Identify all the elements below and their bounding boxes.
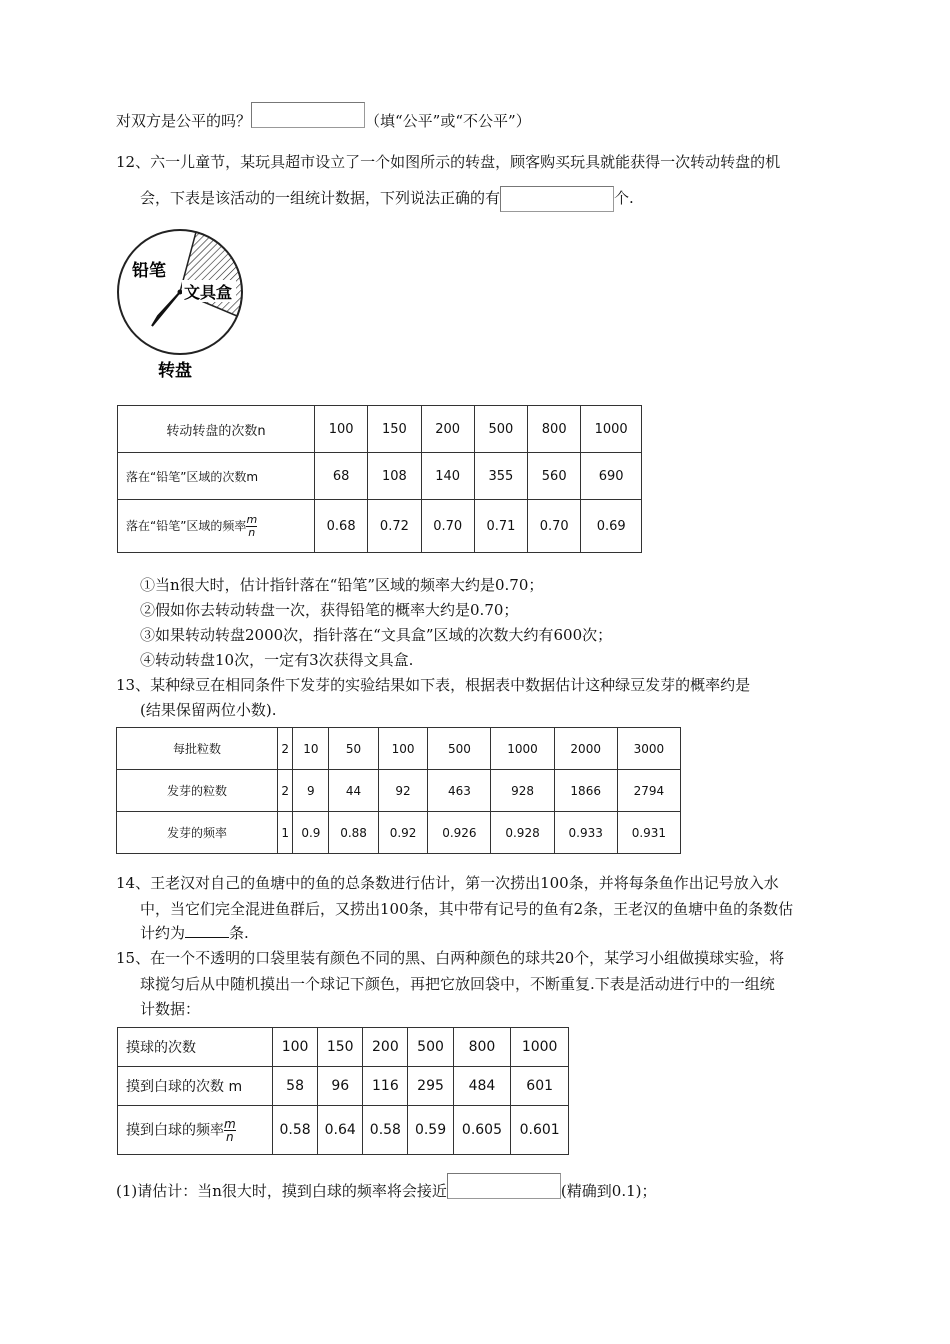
q15-row3-label: 摸到白球的频率 <box>126 1122 224 1138</box>
table-cell: 68 <box>315 453 368 500</box>
table-cell: 150 <box>368 406 421 453</box>
spinner-label-pencil: 铅笔 <box>132 261 166 281</box>
q15-line3: 计数据： <box>140 1000 201 1018</box>
table-cell: 0.9 <box>293 812 329 854</box>
q12-row3-label: 落在“铅笔”区域的频率 <box>126 518 247 533</box>
table-cell: 50 <box>329 728 379 770</box>
table-cell: 0.59 <box>408 1106 453 1155</box>
table-cell: 0.928 <box>491 812 554 854</box>
q14-line2: 中，当它们完全混进鱼群后，又捞出100条，其中带有记号的鱼有2条，王老汉的鱼塘中鱼的条数估 <box>140 900 794 918</box>
table-cell: 2794 <box>617 770 680 812</box>
table-cell: 500 <box>474 406 527 453</box>
table-row <box>118 453 642 500</box>
table-cell: 150 <box>318 1028 363 1067</box>
table-cell: 3000 <box>617 728 680 770</box>
table-cell: 500 <box>428 728 491 770</box>
table-cell: 0.58 <box>363 1106 408 1155</box>
spinner-caption: 转盘 <box>158 361 192 381</box>
table-cell: 2000 <box>554 728 617 770</box>
q14-answer-blank[interactable] <box>185 923 229 938</box>
table-cell: 0.71 <box>474 500 527 553</box>
table-cell: 0.92 <box>378 812 428 854</box>
q15-line1: 15、在一个不透明的口袋里装有颜色不同的黑、白两种颜色的球共20个，某学习小组做摸球实验，将 <box>116 949 785 967</box>
q14-line3 <box>140 922 249 944</box>
table-cell: 200 <box>421 406 474 453</box>
q14-line1: 14、王老汉对自己的鱼塘中的鱼的总条数进行估计，第一次捞出100条，并将每条鱼作出记号放入水 <box>116 874 779 892</box>
table-cell: 1866 <box>554 770 617 812</box>
table-cell: 800 <box>453 1028 511 1067</box>
q15-sub1-prefix: (1)请估计：当n很大时，摸到白球的频率将会接近 <box>116 1182 447 1200</box>
table-cell: 0.931 <box>617 812 680 854</box>
q13-line2: (结果保留两位小数). <box>140 701 277 719</box>
table-row <box>118 1028 569 1067</box>
q13-row1-label: 每批粒数 <box>117 728 278 770</box>
q15-line2: 球搅匀后从中随机摸出一个球记下颜色，再把它放回袋中，不断重复.下表是活动进行中的一组统 <box>140 975 775 993</box>
table-cell: 100 <box>273 1028 318 1067</box>
table-cell: 2 <box>278 728 293 770</box>
fraction-m-over-n: $\frac{m}{n}$ <box>224 1116 236 1144</box>
table-cell: 601 <box>511 1067 569 1106</box>
q15-row1-label: 摸球的次数 <box>118 1028 273 1067</box>
q12-option-3: ③如果转动转盘2000次，指针落在“文具盒”区域的次数大约有600次； <box>140 626 613 644</box>
table-cell: 0.68 <box>315 500 368 553</box>
table-cell: 0.601 <box>511 1106 569 1155</box>
q11-tail-line <box>116 110 531 132</box>
table-cell: 100 <box>315 406 368 453</box>
table-cell: 1000 <box>491 728 554 770</box>
table-row <box>117 812 681 854</box>
q12-answer-box[interactable] <box>500 186 614 212</box>
q12-row3-label-cell <box>118 500 315 553</box>
q12-option-1: ①当n很大时，估计指针落在“铅笔”区域的频率大约是0.70； <box>140 576 544 594</box>
q12-row2-label: 落在“铅笔”区域的次数m <box>118 453 315 500</box>
table-cell: 0.933 <box>554 812 617 854</box>
q13-row3-label: 发芽的频率 <box>117 812 278 854</box>
q12-line1: 12、六一儿童节，某玩具超市设立了一个如图所示的转盘，顾客购买玩具就能获得一次转动转盘的机 <box>116 153 781 171</box>
table-row <box>118 1106 569 1155</box>
q15-sub1-answer-box[interactable] <box>447 1173 561 1199</box>
table-cell: 500 <box>408 1028 453 1067</box>
table-cell: 9 <box>293 770 329 812</box>
table-cell: 0.70 <box>528 500 581 553</box>
table-cell: 0.69 <box>581 500 642 553</box>
table-cell: 44 <box>329 770 379 812</box>
table-cell: 463 <box>428 770 491 812</box>
table-cell: 2 <box>278 770 293 812</box>
table-cell: 96 <box>318 1067 363 1106</box>
table-cell: 690 <box>581 453 642 500</box>
q12-row1-label: 转动转盘的次数n <box>118 406 315 453</box>
table-row <box>118 500 642 553</box>
fraction-m-over-n: $\frac{m}{n}$ <box>246 512 258 539</box>
q14-line3-suffix: 条. <box>229 924 249 942</box>
table-cell: 0.605 <box>453 1106 511 1155</box>
spinner-label-box: 文具盒 <box>184 283 233 302</box>
table-cell: 0.58 <box>273 1106 318 1155</box>
table-cell: 10 <box>293 728 329 770</box>
table-cell: 58 <box>273 1067 318 1106</box>
q11-tail-prefix: 对双方是公平的吗？ <box>116 112 252 130</box>
table-cell: 92 <box>378 770 428 812</box>
q15-sub1-line <box>116 1180 656 1202</box>
q12-table <box>117 405 642 553</box>
q15-row2-label: 摸到白球的次数 m <box>118 1067 273 1106</box>
q12-option-4: ④转动转盘10次，一定有3次获得文具盒. <box>140 651 414 669</box>
table-cell: 100 <box>378 728 428 770</box>
table-cell: 0.88 <box>329 812 379 854</box>
table-cell: 116 <box>363 1067 408 1106</box>
q14-line3-prefix: 计约为 <box>140 924 186 942</box>
table-cell: 800 <box>528 406 581 453</box>
table-row <box>117 728 681 770</box>
spinner-pivot <box>178 290 183 295</box>
table-cell: 484 <box>453 1067 511 1106</box>
table-cell: 108 <box>368 453 421 500</box>
table-cell: 928 <box>491 770 554 812</box>
q12-option-2: ②假如你去转动转盘一次，获得铅笔的概率大约是0.70； <box>140 601 519 619</box>
table-cell: 560 <box>528 453 581 500</box>
table-cell: 295 <box>408 1067 453 1106</box>
table-cell: 0.64 <box>318 1106 363 1155</box>
q13-line1: 13、某种绿豆在相同条件下发芽的实验结果如下表，根据表中数据估计这种绿豆发芽的概率约是 <box>116 676 751 694</box>
table-cell: 1000 <box>511 1028 569 1067</box>
table-cell: 140 <box>421 453 474 500</box>
q15-table <box>117 1027 569 1155</box>
q13-table <box>116 727 681 854</box>
table-row <box>118 1067 569 1106</box>
table-cell: 200 <box>363 1028 408 1067</box>
q13-row2-label: 发芽的粒数 <box>117 770 278 812</box>
table-cell: 0.72 <box>368 500 421 553</box>
table-cell: 1000 <box>581 406 642 453</box>
q11-answer-box[interactable] <box>251 102 365 128</box>
table-cell: 0.926 <box>428 812 491 854</box>
table-cell: 355 <box>474 453 527 500</box>
table-cell: 1 <box>278 812 293 854</box>
q12-line2-prefix: 会，下表是该活动的一组统计数据，下列说法正确的有 <box>140 189 501 207</box>
q15-row3-label-cell <box>118 1106 273 1155</box>
table-cell: 0.70 <box>421 500 474 553</box>
spinner-figure <box>112 228 252 388</box>
q15-sub1-suffix: (精确到0.1)； <box>560 1182 657 1200</box>
table-row <box>118 406 642 453</box>
q12-line2-suffix: 个. <box>614 189 634 207</box>
q11-tail-hint: （填“公平”或“不公平”） <box>365 112 531 130</box>
q12-line2 <box>140 186 634 212</box>
table-row <box>117 770 681 812</box>
